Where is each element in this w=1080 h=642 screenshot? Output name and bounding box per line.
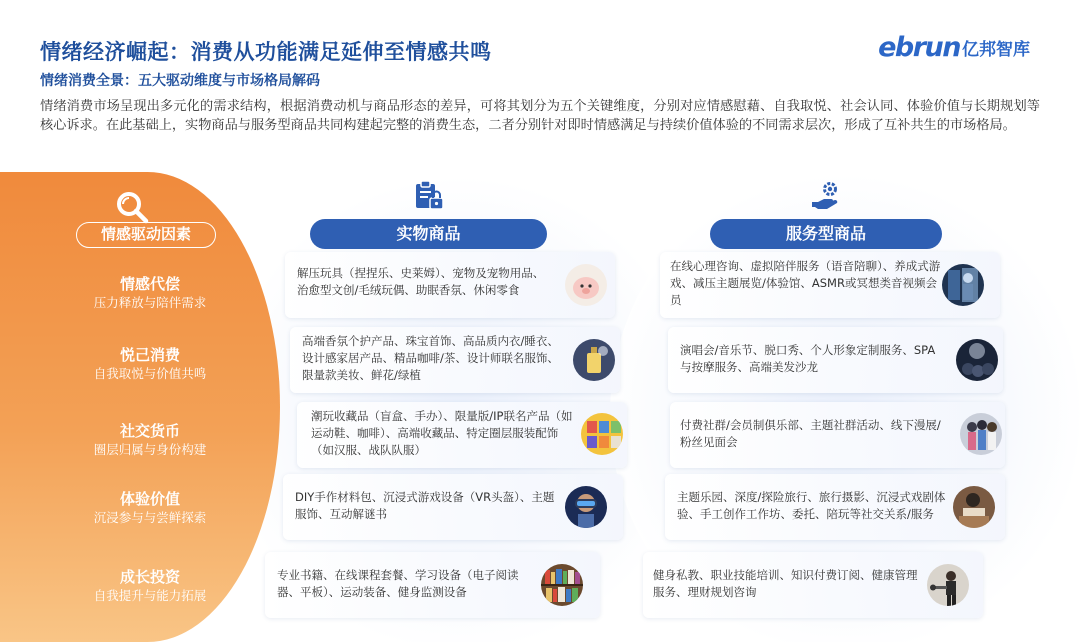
physical-row — [297, 402, 627, 468]
factor-desc: 圈层归属与身份构建 — [93, 442, 207, 457]
factor-header: 情感驱动因素 — [76, 222, 216, 248]
factor-item — [60, 489, 240, 526]
physical-row — [283, 474, 623, 540]
service-row — [670, 402, 1005, 468]
factor-desc: 自我提升与能力拓展 — [93, 588, 207, 603]
factor-desc: 压力释放与陪伴需求 — [93, 295, 207, 310]
physical-row-text: DIY手作材料包、沉浸式游戏设备（VR头盔）、主题服饰、互动解谜书 — [295, 490, 555, 521]
factor-desc: 沉浸参与与尝鲜探索 — [93, 510, 207, 525]
search-icon — [113, 190, 153, 224]
factor-name: 体验价值 — [119, 490, 180, 508]
page-subtitle: 情绪消费全景：五大驱动维度与市场格局解码 — [40, 73, 320, 89]
blind-box-thumbnail — [581, 413, 623, 455]
physical-goods-pill: 实物商品 — [310, 219, 547, 249]
factor-name: 社交货币 — [119, 422, 180, 440]
factor-name: 成长投资 — [119, 568, 180, 586]
brand-logo — [878, 30, 1030, 64]
hand-gear-icon — [810, 180, 842, 212]
service-row — [665, 474, 1005, 540]
fan-meeting-thumbnail — [960, 413, 1002, 455]
physical-row — [265, 552, 600, 618]
physical-row-text: 专业书籍、在线课程套餐、学习设备（电子阅读器、平板）、运动装备、健身监测设备 — [277, 568, 519, 599]
piggy-toy-thumbnail — [565, 264, 607, 306]
service-row-text: 付费社群/会员制俱乐部、主题社群活动、线下漫展/粉丝见面会 — [680, 418, 941, 449]
service-row — [643, 552, 983, 618]
physical-row-text: 高端香氛个护产品、珠宝首饰、高品质内衣/睡衣、设计感家居产品、精品咖啡/茶、设计师联名服饰、限量款美妆、鲜花/绿植 — [302, 334, 559, 382]
workshop-thumbnail — [953, 486, 995, 528]
vr-headset-thumbnail — [565, 486, 607, 528]
factor-item — [60, 274, 240, 311]
logo-cn-text: 亿邦智库 — [962, 39, 1030, 60]
physical-row-text: 潮玩收藏品（盲盒、手办）、限量版/IP联名产品（如运动鞋、咖啡）、高端收藏品、特定圈层服装配饰（如汉服、战队队服） — [311, 409, 573, 457]
logo-wordmark: ebrun — [878, 31, 960, 63]
service-row — [660, 252, 1000, 318]
concert-thumbnail — [956, 339, 998, 381]
factor-name: 悦己消费 — [119, 346, 180, 364]
intro-paragraph: 情绪消费市场呈现出多元化的需求结构，根据消费动机与商品形态的差异，可将其划分为五个关键维度，分别对应情感慰藉、自我取悦、社会认同、体验价值与长期规划等核心诉求。在此基础上，实物商品与服务型商品共同构建起完整的消费生态，二者分别针对即时情感满足与持续价值体验的不同需求层次，形成了互补共生的市场格局。 — [40, 99, 1040, 133]
factor-name: 情感代偿 — [119, 275, 180, 293]
factor-item — [60, 345, 240, 382]
page-title: 情绪经济崛起：消费从功能满足延伸至情感共鸣 — [40, 40, 492, 64]
service-row-text: 健身私教、职业技能培训、知识付费订阅、健康管理服务、理财规划咨询 — [653, 568, 918, 599]
service-goods-pill: 服务型商品 — [710, 219, 942, 249]
clipboard-lock-icon — [413, 180, 445, 212]
factor-desc: 自我取悦与价值共鸣 — [93, 366, 207, 381]
service-row-text: 演唱会/音乐节、脱口秀、个人形象定制服务、SPA与按摩服务、高端美发沙龙 — [680, 343, 936, 374]
service-row — [668, 327, 1003, 393]
service-row-text: 主题乐园、深度/探险旅行、旅行摄影、沉浸式戏剧体验、手工创作工作坊、委托、陪玩等社交关系/服务 — [677, 490, 946, 521]
service-row-text: 在线心理咨询、虚拟陪伴服务（语音陪聊）、养成式游戏、减压主题展览/体验馆、ASMR或冥想类音视频会员 — [670, 259, 941, 307]
physical-row-text: 解压玩具（捏捏乐、史莱姆）、宠物及宠物用品、治愈型文创/毛绒玩偶、助眠香氛、休闲零食 — [297, 266, 545, 297]
perfume-thumbnail — [573, 339, 615, 381]
bookshelf-thumbnail — [541, 564, 583, 606]
factor-item — [60, 421, 240, 458]
fitness-thumbnail — [927, 564, 969, 606]
physical-row — [290, 327, 620, 393]
factor-item — [60, 567, 240, 604]
physical-row — [285, 252, 615, 318]
virtual-companion-thumbnail — [942, 264, 984, 306]
